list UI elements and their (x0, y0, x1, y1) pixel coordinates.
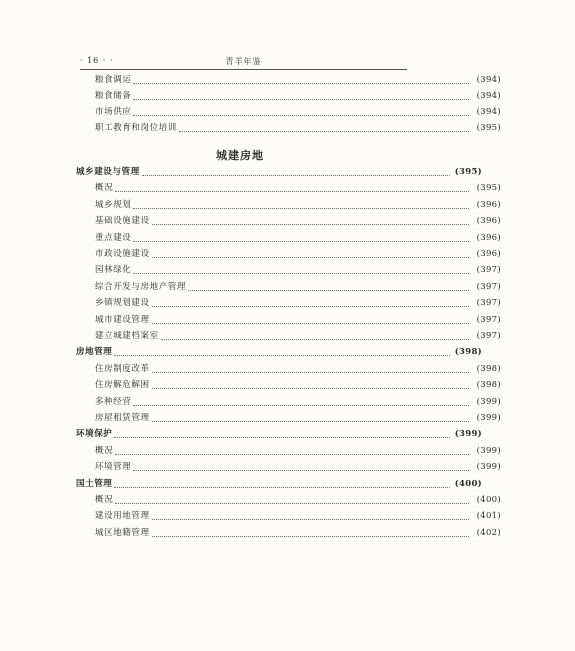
toc-entry-label: 粮食储备 (95, 91, 132, 101)
toc-entry-page: (397) (476, 298, 501, 308)
dot-leader (161, 339, 469, 340)
dot-leader (115, 191, 469, 192)
toc-entry (0, 180, 575, 196)
toc-entry-label: 粮食调运 (95, 75, 132, 85)
toc-entry (0, 312, 575, 328)
dot-leader (133, 208, 469, 209)
toc-entry-label: 房屋租赁管理 (95, 413, 150, 423)
toc-entry-page: (397) (476, 331, 501, 341)
dot-leader (133, 273, 469, 274)
toc-entry-page: (396) (476, 200, 501, 210)
toc-entry-label: 园林绿化 (95, 265, 132, 275)
toc-entry-label: 重点建设 (95, 233, 132, 243)
toc-entry-page: (399) (454, 429, 482, 439)
toc-entry-label: 城市建设管理 (95, 315, 150, 325)
toc-entry (0, 197, 575, 213)
toc-entry-label: 房地管理 (76, 347, 113, 357)
dot-leader (133, 241, 469, 242)
dot-leader (115, 454, 469, 455)
dot-leader (179, 131, 469, 132)
toc-entry (0, 394, 575, 410)
dot-leader (133, 115, 469, 116)
running-title: 青羊年鉴 (225, 57, 262, 66)
toc-entry-page: (399) (476, 413, 501, 423)
dot-leader (152, 388, 469, 389)
toc-entry (0, 213, 575, 229)
toc-entry (0, 443, 575, 459)
toc-entry-label: 市政设施建设 (95, 249, 150, 259)
toc-entry-page: (395) (476, 123, 501, 133)
toc-section-entry (0, 344, 556, 360)
toc-entry (0, 88, 575, 104)
toc-entry-label: 概况 (95, 495, 114, 505)
toc-section-entry (0, 164, 556, 180)
toc-entry (0, 72, 575, 88)
toc-entry-label: 乡镇规划建设 (95, 298, 150, 308)
toc-entry-page: (399) (476, 397, 501, 407)
dot-leader (133, 405, 469, 406)
toc-entry (0, 295, 575, 311)
toc-entry-page: (396) (476, 249, 501, 259)
toc-entry-page: (399) (476, 446, 501, 456)
dot-leader (114, 487, 450, 488)
toc-entry-page: (397) (476, 315, 501, 325)
dot-leader (152, 372, 469, 373)
toc-entry-label: 住房制度改革 (95, 364, 150, 374)
toc-entry (0, 262, 575, 278)
dot-leader (152, 421, 469, 422)
toc-entry (0, 508, 575, 524)
toc-entry-label: 多种经营 (95, 397, 132, 407)
toc-section-entry (0, 476, 556, 492)
toc-entry-page: (400) (454, 479, 482, 489)
toc-entry-label: 环境管理 (95, 462, 132, 472)
toc-entry-page: (395) (476, 183, 501, 193)
toc-entry-page: (394) (476, 91, 501, 101)
dot-leader (133, 470, 469, 471)
toc-entry (0, 246, 575, 262)
toc-entry (0, 492, 575, 508)
toc-entry-label: 城乡建设与管理 (76, 167, 140, 177)
toc-entry-label: 建设用地管理 (95, 511, 150, 521)
toc-section-entry (0, 426, 556, 442)
section-heading: 城建房地 (216, 149, 264, 162)
toc-entry-label: 住房解危解困 (95, 380, 150, 390)
dot-leader (188, 290, 469, 291)
toc-entry-page: (394) (476, 75, 501, 85)
toc-entry (0, 279, 575, 295)
toc-entry-page: (397) (476, 265, 501, 275)
toc-entry-page: (400) (476, 495, 501, 505)
toc-entry (0, 120, 575, 136)
toc-entry (0, 410, 575, 426)
toc-entry-page: (402) (476, 528, 501, 538)
toc-entry (0, 104, 575, 120)
toc-entry (0, 377, 575, 393)
dot-leader (152, 224, 469, 225)
toc-entry-page: (396) (476, 233, 501, 243)
toc-entry-page: (401) (476, 511, 501, 521)
toc-entry (0, 525, 575, 541)
header-rule (80, 69, 407, 70)
dot-leader (133, 99, 469, 100)
toc-entry-label: 市场供应 (95, 107, 132, 117)
dot-leader (115, 503, 469, 504)
dot-leader (114, 437, 450, 438)
toc-entry (0, 459, 575, 475)
dot-leader (152, 257, 469, 258)
dot-leader (152, 536, 469, 537)
toc-entry-label: 城乡规划 (95, 200, 132, 210)
toc-entry (0, 230, 575, 246)
toc-entry-page: (399) (476, 462, 501, 472)
toc-entry-label: 建立城建档案室 (95, 331, 159, 341)
toc-entry-label: 概况 (95, 446, 114, 456)
dot-leader (114, 355, 450, 356)
toc-entry (0, 361, 575, 377)
toc-entry-label: 职工教育和岗位培训 (95, 123, 177, 133)
toc-entry-page: (398) (476, 380, 501, 390)
toc-entry-label: 综合开发与房地产管理 (95, 282, 187, 292)
dot-leader (152, 306, 469, 307)
toc-entry-label: 城区地籍管理 (95, 528, 150, 538)
toc-entry-page: (398) (454, 347, 482, 357)
page-number: · 16 · · (80, 56, 114, 65)
toc-entry-page: (398) (476, 364, 501, 374)
dot-leader (142, 175, 450, 176)
dot-leader (133, 83, 469, 84)
toc-entry-page: (394) (476, 107, 501, 117)
toc-entry-label: 概况 (95, 183, 114, 193)
toc-entry-page: (395) (454, 167, 482, 177)
toc-entry-page: (397) (476, 282, 501, 292)
dot-leader (152, 519, 469, 520)
toc-entry-label: 环境保护 (76, 429, 113, 439)
toc-entry-label: 国土管理 (76, 479, 113, 489)
toc-entry-page: (396) (476, 216, 501, 226)
toc-entry-label: 基础设施建设 (95, 216, 150, 226)
toc-entry (0, 328, 575, 344)
dot-leader (152, 323, 469, 324)
